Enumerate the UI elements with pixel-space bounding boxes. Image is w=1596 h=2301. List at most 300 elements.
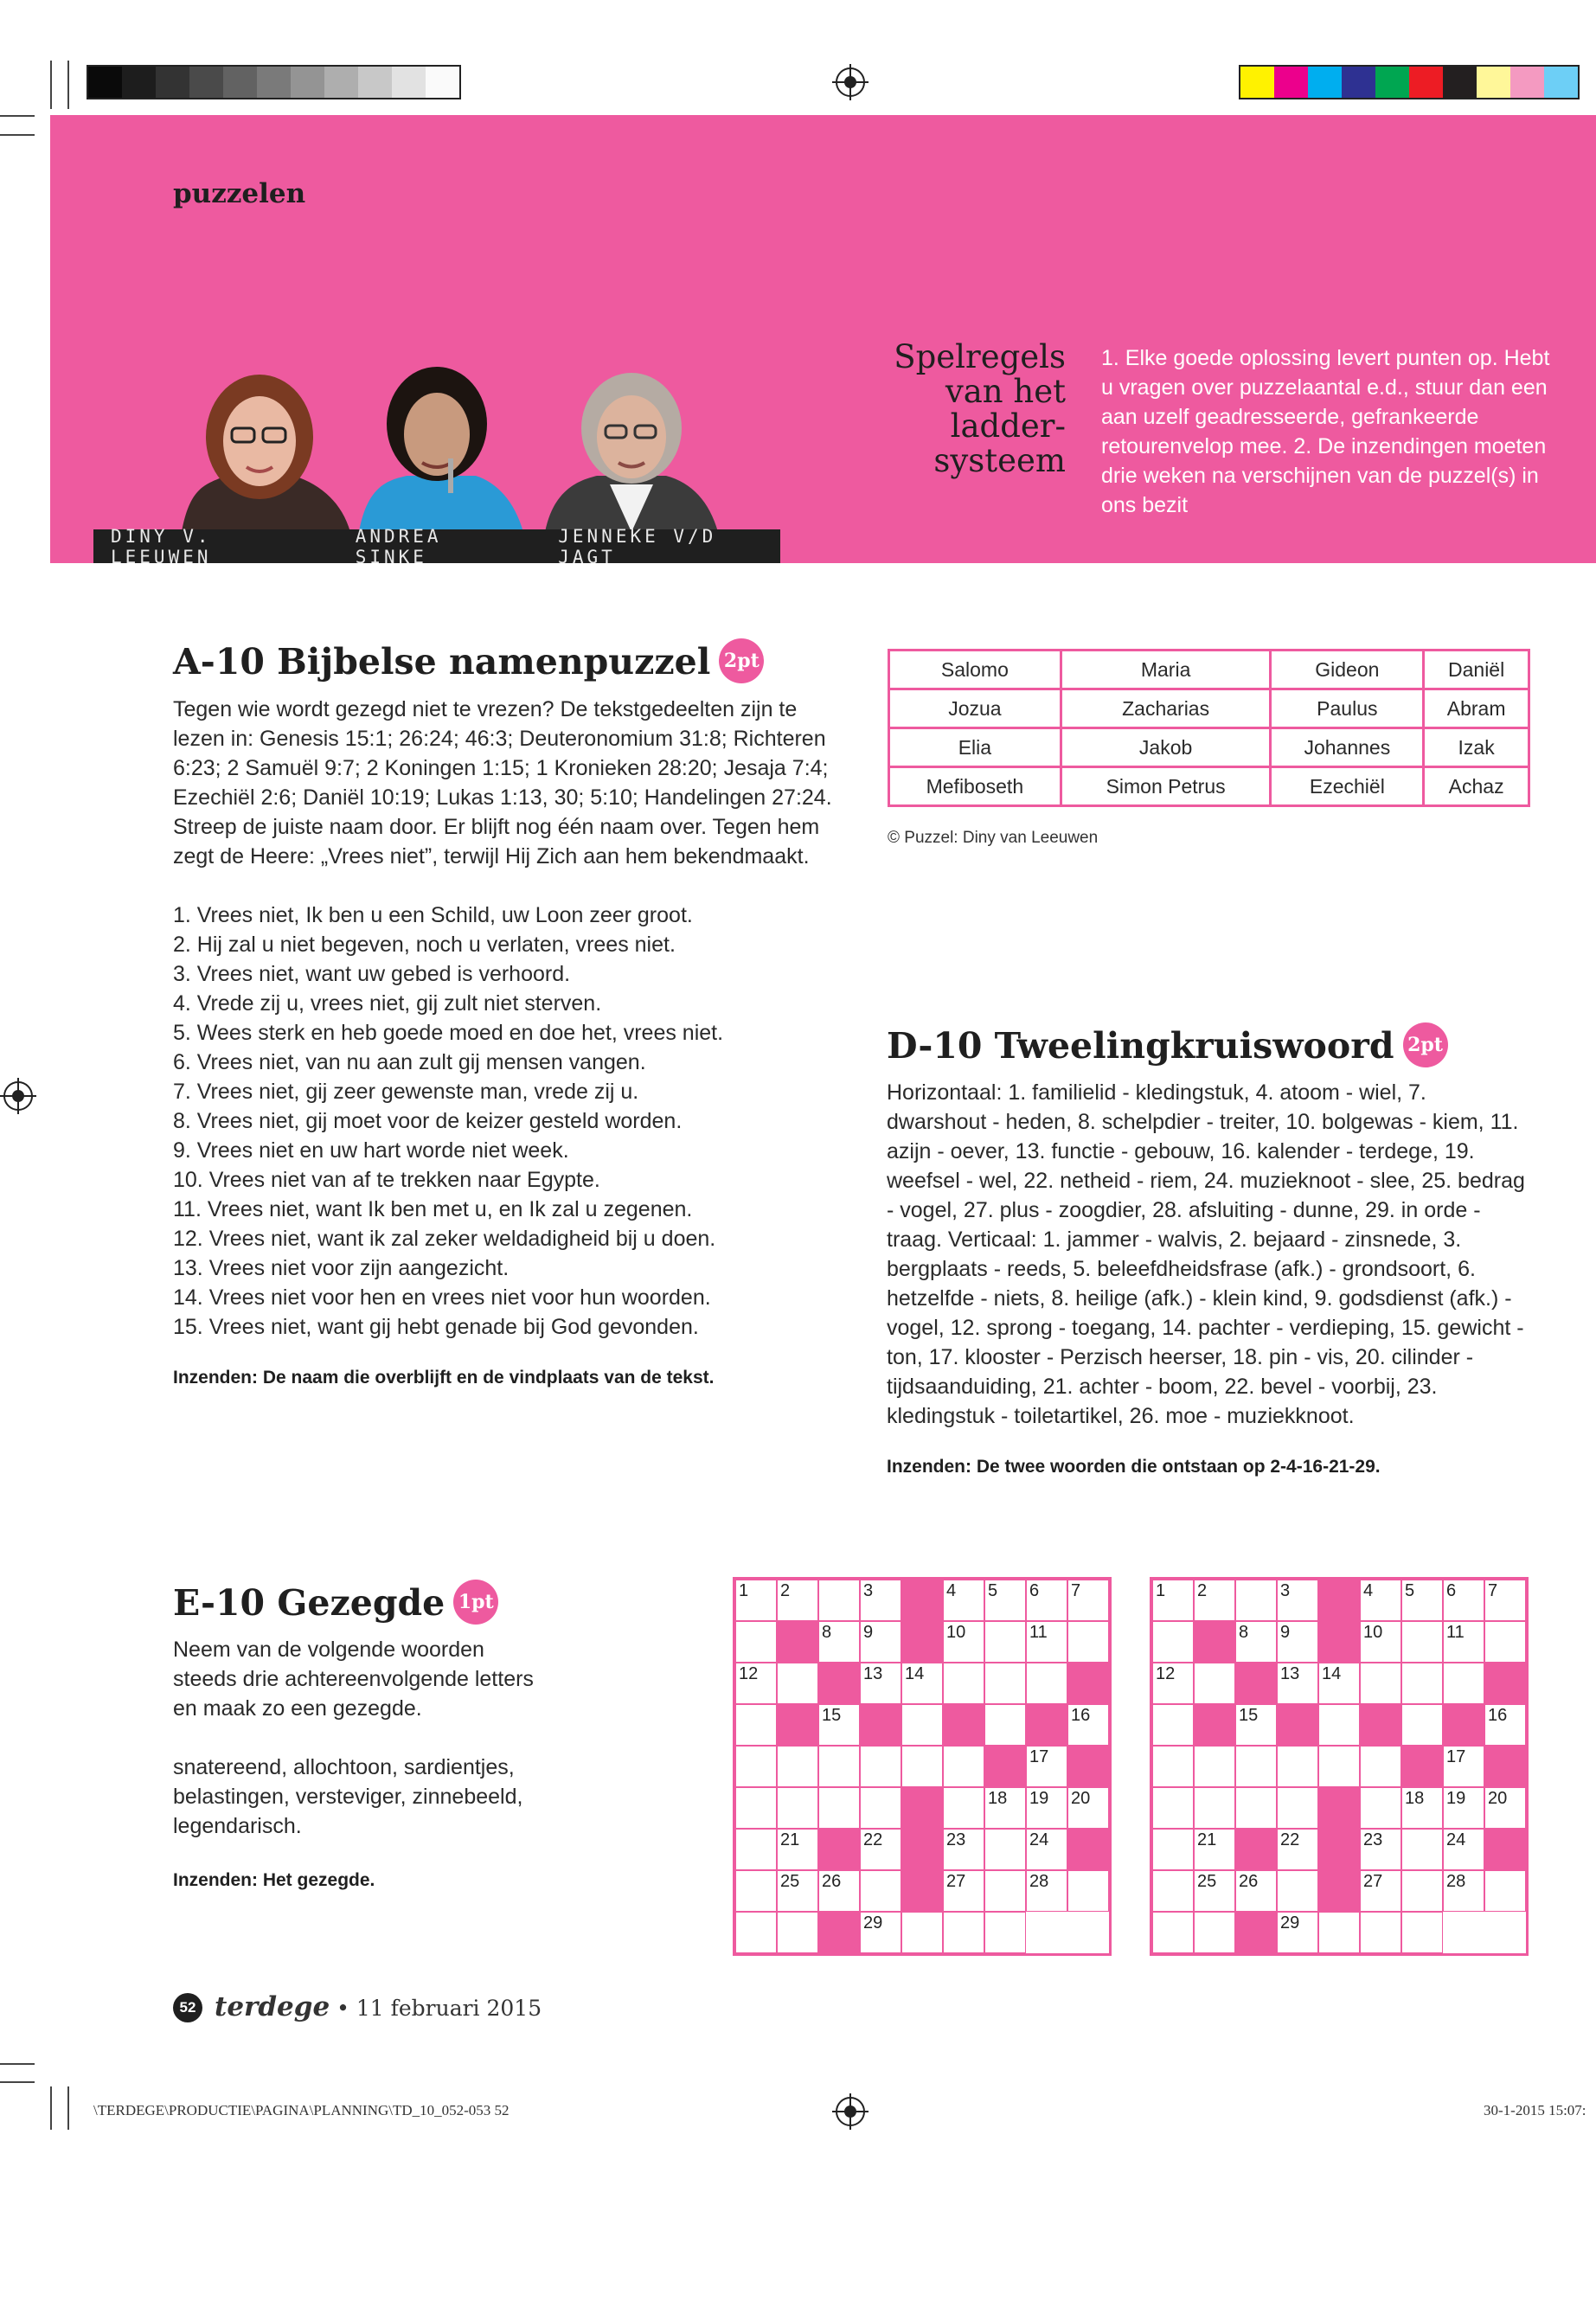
registration-target-left (3, 1081, 33, 1111)
crossword-cell (1277, 1746, 1318, 1787)
table-cell: Izak (1424, 728, 1529, 767)
crossword-cell (860, 1580, 901, 1621)
cell-number: 26 (1239, 1872, 1259, 1891)
crossword-cell (818, 1746, 860, 1787)
crop-mark (50, 61, 52, 109)
crossword-cell (984, 1912, 1026, 1953)
crossword-cell (1360, 1870, 1401, 1912)
crossword-black-cell (777, 1704, 818, 1746)
crossword-cell (1277, 1621, 1318, 1663)
cell-number: 16 (1488, 1706, 1508, 1725)
cell-number: 23 (946, 1830, 966, 1849)
crossword-black-cell (1067, 1663, 1109, 1704)
cell-number: 19 (1029, 1789, 1049, 1808)
cell-number: 2 (1197, 1581, 1208, 1600)
list-item: 13. Vrees niet voor zijn aangezicht. (173, 1256, 510, 1280)
cell-number: 19 (1446, 1789, 1466, 1808)
cell-number: 5 (988, 1581, 998, 1600)
crossword-cell (1194, 1829, 1235, 1870)
registration-target-bottom (836, 2097, 865, 2126)
cell-number: 10 (1363, 1623, 1383, 1642)
crossword-cell (1443, 1787, 1484, 1829)
crossword-cell (777, 1580, 818, 1621)
table-cell: Maria (1061, 651, 1271, 689)
cell-number: 22 (1280, 1830, 1300, 1849)
cell-number: 5 (1405, 1581, 1415, 1600)
crossword-cell (1026, 1829, 1067, 1870)
table-row (889, 728, 1529, 767)
crop-mark (0, 134, 35, 136)
cell-number: 9 (863, 1623, 874, 1642)
registration-target-top (836, 67, 865, 97)
cell-number: 29 (863, 1913, 883, 1932)
crossword-cell (777, 1746, 818, 1787)
crossword-cell (1277, 1829, 1318, 1870)
crossword-cell (1401, 1621, 1443, 1663)
cell-number: 28 (1446, 1872, 1466, 1891)
crossword-black-cell (818, 1829, 860, 1870)
crossword-cell (818, 1870, 860, 1912)
crossword-cell (818, 1787, 860, 1829)
cell-number: 20 (1071, 1789, 1091, 1808)
crossword-black-cell (1194, 1704, 1235, 1746)
crossword-cell (1484, 1787, 1526, 1829)
list-item: 5. Wees sterk en heb goede moed en doe het, vrees niet. (173, 1021, 724, 1045)
crossword-cell (943, 1580, 984, 1621)
crossword-cell (1443, 1621, 1484, 1663)
crossword-cell (1401, 1912, 1443, 1953)
cell-number: 9 (1280, 1623, 1291, 1642)
crossword-black-cell (1235, 1663, 1277, 1704)
crossword-cell (943, 1870, 984, 1912)
cell-number: 20 (1488, 1789, 1508, 1808)
crossword-cell (735, 1829, 777, 1870)
crossword-cell (777, 1912, 818, 1953)
portrait-diny (182, 375, 350, 532)
crossword-black-cell (1318, 1829, 1360, 1870)
cell-number: 6 (1446, 1581, 1457, 1600)
crossword-cell (1401, 1870, 1443, 1912)
table-cell: Mefiboseth (889, 767, 1061, 806)
puzzle-credit: © Puzzel: Diny van Leeuwen (888, 829, 1099, 847)
table-cell: Paulus (1271, 689, 1424, 728)
table-cell: Daniël (1424, 651, 1529, 689)
list-item: 12. Vrees niet, want ik zal zeker weldadigheid bij u doen. (173, 1227, 716, 1251)
page-number: 52 (173, 1993, 202, 2022)
cell-number: 28 (1029, 1872, 1049, 1891)
table-cell: Elia (889, 728, 1061, 767)
puzzle-title: A-10 Bijbelse namenpuzzel 2pt (173, 636, 839, 688)
crossword-cell (1484, 1580, 1526, 1621)
crossword-cell (1360, 1829, 1401, 1870)
portrait-andrea (359, 367, 523, 532)
crossword-cell (777, 1787, 818, 1829)
list-item: 3. Vrees niet, want uw gebed is verhoord. (173, 962, 571, 986)
crossword-cell (1401, 1663, 1443, 1704)
crossword-cell (1235, 1704, 1277, 1746)
cell-number: 4 (946, 1581, 957, 1600)
crossword-cell (1443, 1829, 1484, 1870)
crossword-cell (735, 1621, 777, 1663)
cell-number: 1 (739, 1581, 749, 1600)
crossword-cell (1152, 1870, 1194, 1912)
crossword-cell (860, 1829, 901, 1870)
crossword-cell (1484, 1621, 1526, 1663)
crossword-black-cell (901, 1870, 943, 1912)
crossword-black-cell (1026, 1704, 1067, 1746)
crossword-cell (943, 1663, 984, 1704)
puzzle-a10 (173, 636, 839, 1388)
cell-number: 1 (1156, 1581, 1166, 1600)
crossword-cell (1026, 1580, 1067, 1621)
puzzle-title: D-10 Tweelingkruiswoord 2pt (887, 1019, 1527, 1073)
crossword-cell (1235, 1870, 1277, 1912)
crossword-cell (943, 1829, 984, 1870)
registration-grayscale-bar (87, 65, 461, 99)
crossword-cell (735, 1787, 777, 1829)
crossword-cell (1152, 1580, 1194, 1621)
list-item: 15. Vrees niet, want gij hebt genade bij God gevonden. (173, 1315, 699, 1339)
crossword-cell (1443, 1746, 1484, 1787)
crossword-black-cell (1067, 1829, 1109, 1870)
table-row (889, 767, 1529, 806)
crossword-cell (984, 1829, 1026, 1870)
crossword-cell (1152, 1621, 1194, 1663)
print-slug-date: 30-1-2015 15:07: (1484, 2102, 1586, 2118)
crossword-cell (1443, 1663, 1484, 1704)
cell-number: 14 (905, 1664, 925, 1683)
crossword-cell (1318, 1663, 1360, 1704)
crossword-black-cell (901, 1787, 943, 1829)
crossword-black-cell (1235, 1829, 1277, 1870)
crossword-black-cell (1235, 1912, 1277, 1953)
crossword-black-cell (1318, 1621, 1360, 1663)
cell-number: 8 (1239, 1623, 1249, 1642)
list-item: 1. Vrees niet, Ik ben u een Schild, uw Loon zeer groot. (173, 903, 693, 927)
table-cell: Jozua (889, 689, 1061, 728)
crossword-black-cell (1484, 1663, 1526, 1704)
crossword-cell (1026, 1787, 1067, 1829)
crossword-cell (1152, 1829, 1194, 1870)
rules-text: 1. Elke goede oplossing levert punten op. Hebt u vragen over puzzelaantal e.d., stuur dan een aan uzelf geadresseerde, gefrankeerde retourenvelop mee. 2. De inzendingen moeten drie weken na verschijnen van de puzzel(s) in ons bezit (1101, 346, 1550, 517)
cell-number: 11 (1029, 1623, 1048, 1642)
crossword-cell (1360, 1787, 1401, 1829)
crossword-cell (860, 1870, 901, 1912)
author-name: JENNEKE V/D JAGT (558, 525, 717, 567)
crossword-cell (1235, 1787, 1277, 1829)
crop-mark (0, 2081, 35, 2083)
crossword-cell (1360, 1621, 1401, 1663)
crossword-cell (1360, 1912, 1401, 1953)
crossword-cell (1152, 1912, 1194, 1953)
crossword-cell (984, 1663, 1026, 1704)
registration-color-bar (1239, 65, 1580, 99)
cell-number: 10 (946, 1623, 966, 1642)
table-cell: Gideon (1271, 651, 1424, 689)
cell-number: 14 (1322, 1664, 1342, 1683)
crossword-cell (1067, 1580, 1109, 1621)
crossword-black-cell (984, 1746, 1026, 1787)
puzzle-d10 (887, 1019, 1527, 1477)
crossword-cell (735, 1870, 777, 1912)
cell-number: 29 (1280, 1913, 1300, 1932)
cell-number: 8 (822, 1623, 832, 1642)
crossword-cell (1443, 1870, 1484, 1912)
word-list: snatereend, allochtoon, sardientjes, belastingen, versteviger, zinnebeeld, legendarisch. (173, 1755, 523, 1838)
crossword-black-cell (1443, 1704, 1484, 1746)
crossword-cell (943, 1621, 984, 1663)
cell-number: 27 (946, 1872, 966, 1891)
cell-number: 25 (780, 1872, 800, 1891)
crossword-cell (1026, 1621, 1067, 1663)
clues-text: Horizontaal: 1. familielid - kledingstuk, 4. atoom - wiel, 7. dwarshout - heden, 8. schelpdier - treiter, 10. bolgewas - kiem, 11. azijn - oever, 13. functie - gebouw, 16. kalender - terdege, 19. weefsel - wel, 22. netheid - riem, 24. muzieknoot - slee, 25. bedrag - vogel, 27. plus - zoogdier, 28. afsluiting - dunne, 29. in orde - traag. Verticaal: 1. jammer - walvis, 2. bejaard - zinsnede, 3. bergplaats - reeds, 5. beleefdheidsfrase (afk.) - grondsoort, 6. hetzelfde - niets, 8. heilige (afk.) - klein kind, 9. godsdienst (afk.) - vogel, 12. sprong - toegang, 14. pachter - verdieping, 15. gewicht - ton, 17. klooster - Perzisch heerser, 18. pin - vis, 20. cilinder - tijdsaanduiding, 21. achter - boom, 22. bevel - voorbij, 23. kledingstuk - toiletartikel, 26. moe - muziekknoot. (887, 1080, 1525, 1428)
crossword-cell (1401, 1580, 1443, 1621)
table-cell: Ezechiël (1271, 767, 1424, 806)
table-cell: Achaz (1424, 767, 1529, 806)
table-row (889, 651, 1529, 689)
crossword-cell (1360, 1746, 1401, 1787)
crossword-cell (1318, 1746, 1360, 1787)
crossword-grid-right (1150, 1577, 1529, 1956)
crossword-cell (1401, 1829, 1443, 1870)
crop-mark (0, 115, 35, 117)
cell-number: 18 (988, 1789, 1008, 1808)
crossword-cell (1318, 1912, 1360, 1953)
crossword-cell (1026, 1746, 1067, 1787)
list-item: 14. Vrees niet voor hen en vrees niet voor hun woorden. (173, 1285, 711, 1310)
cell-number: 26 (822, 1872, 842, 1891)
crossword-black-cell (943, 1704, 984, 1746)
section-label: puzzelen (173, 178, 306, 209)
author-photos (173, 355, 779, 532)
crossword-grid-left (733, 1577, 1112, 1956)
table-cell: Johannes (1271, 728, 1424, 767)
crossword-cell (1277, 1912, 1318, 1953)
crossword-cell (860, 1912, 901, 1953)
crossword-cell (1443, 1580, 1484, 1621)
table-cell: Abram (1424, 689, 1529, 728)
crossword-cell (818, 1621, 860, 1663)
cell-number: 15 (822, 1706, 842, 1725)
cell-number: 21 (780, 1830, 800, 1849)
crossword-cell (1235, 1746, 1277, 1787)
crossword-cell (1194, 1912, 1235, 1953)
crossword-cell (943, 1912, 984, 1953)
crossword-cell (1194, 1663, 1235, 1704)
table-cell: Salomo (889, 651, 1061, 689)
points-badge: 1pt (453, 1580, 498, 1625)
crossword-cell (1360, 1663, 1401, 1704)
crossword-black-cell (777, 1621, 818, 1663)
crossword-cell (1401, 1787, 1443, 1829)
crossword-black-cell (1194, 1621, 1235, 1663)
crossword-cell (901, 1663, 943, 1704)
portrait-jenneke (545, 373, 718, 532)
cell-number: 24 (1446, 1830, 1466, 1849)
crossword-cell (1401, 1704, 1443, 1746)
crossword-black-cell (860, 1704, 901, 1746)
crossword-cell (901, 1746, 943, 1787)
cell-number: 6 (1029, 1581, 1040, 1600)
table-cell: Simon Petrus (1061, 767, 1271, 806)
footer-magazine-date: terdege • 11 februari 2015 (215, 1991, 542, 2022)
cell-number: 25 (1197, 1872, 1217, 1891)
cell-number: 2 (780, 1581, 791, 1600)
cell-number: 23 (1363, 1830, 1383, 1849)
list-item: 10. Vrees niet van af te trekken naar Egypte. (173, 1168, 600, 1192)
author-names-bar (93, 525, 780, 567)
crossword-cell (1484, 1704, 1526, 1746)
crossword-black-cell (1277, 1704, 1318, 1746)
crop-mark (50, 2086, 52, 2130)
cell-number: 13 (863, 1664, 883, 1683)
crossword-black-cell (1318, 1580, 1360, 1621)
crossword-cell (1484, 1870, 1526, 1912)
names-table (888, 649, 1530, 807)
crossword-cell (1277, 1787, 1318, 1829)
crossword-cell (1318, 1704, 1360, 1746)
crossword-cell (1067, 1787, 1109, 1829)
crossword-cell (735, 1580, 777, 1621)
crossword-black-cell (1318, 1870, 1360, 1912)
crop-mark (67, 2086, 69, 2130)
crossword-cell (735, 1746, 777, 1787)
crossword-black-cell (1318, 1787, 1360, 1829)
print-slug-path: \TERDEGE\PRODUCTIE\PAGINA\PLANNING\TD_10_052-053 52 (93, 2102, 510, 2118)
points-badge: 2pt (1403, 1022, 1448, 1067)
cell-number: 13 (1280, 1664, 1300, 1683)
cell-number: 22 (863, 1830, 883, 1849)
crossword-black-cell (1067, 1746, 1109, 1787)
cell-number: 7 (1071, 1581, 1081, 1600)
crossword-black-cell (901, 1829, 943, 1870)
crossword-black-cell (901, 1621, 943, 1663)
crossword-cell (860, 1663, 901, 1704)
cell-number: 4 (1363, 1581, 1374, 1600)
crossword-black-cell (1360, 1704, 1401, 1746)
table-cell: Jakob (1061, 728, 1271, 767)
crossword-cell (1067, 1621, 1109, 1663)
author-name: DINY V. LEEUWEN (111, 525, 212, 567)
crossword-cell (1026, 1870, 1067, 1912)
list-item: 8. Vrees niet, gij moet voor de keizer gesteld worden. (173, 1109, 683, 1133)
crossword-cell (1152, 1787, 1194, 1829)
cell-number: 16 (1071, 1706, 1091, 1725)
list-item: 6. Vrees niet, van nu aan zult gij mensen vangen. (173, 1050, 646, 1074)
crossword-black-cell (901, 1580, 943, 1621)
table-row (889, 689, 1529, 728)
crossword-cell (984, 1704, 1026, 1746)
crossword-black-cell (818, 1663, 860, 1704)
cell-number: 17 (1029, 1747, 1049, 1766)
crop-mark (0, 2063, 35, 2065)
cell-number: 27 (1363, 1872, 1383, 1891)
crossword-cell (1194, 1580, 1235, 1621)
cell-number: 7 (1488, 1581, 1498, 1600)
crossword-cell (777, 1829, 818, 1870)
crossword-cell (901, 1704, 943, 1746)
author-name: ANDREA SINKE (355, 525, 442, 567)
submit-instruction: Inzenden: De twee woorden die ontstaan op 2-4-16-21-29. (887, 1457, 1381, 1477)
crossword-cell (1194, 1787, 1235, 1829)
crossword-cell (1194, 1746, 1235, 1787)
crossword-cell (1152, 1704, 1194, 1746)
crossword-cell (1277, 1663, 1318, 1704)
crossword-cell (943, 1746, 984, 1787)
cell-number: 3 (1280, 1581, 1291, 1600)
crossword-cell (1235, 1580, 1277, 1621)
points-badge: 2pt (719, 638, 764, 683)
list-item: 9. Vrees niet en uw hart worde niet week. (173, 1138, 569, 1163)
crop-mark (67, 61, 69, 109)
list-item: 7. Vrees niet, gij zeer gewenste man, vrede zij u. (173, 1080, 639, 1104)
puzzle-title: E-10 Gezegde 1pt (173, 1576, 536, 1630)
crossword-cell (901, 1912, 943, 1953)
crossword-cell (777, 1870, 818, 1912)
crossword-cell (1194, 1870, 1235, 1912)
crossword-cell (984, 1580, 1026, 1621)
quote-list (173, 901, 839, 1342)
crossword-cell (1152, 1746, 1194, 1787)
crossword-black-cell (1484, 1829, 1526, 1870)
crossword-cell (1360, 1580, 1401, 1621)
cell-number: 11 (1446, 1623, 1465, 1642)
crossword-cell (860, 1787, 901, 1829)
submit-instruction: Inzenden: De naam die overblijft en de vindplaats van de tekst. (173, 1368, 715, 1388)
submit-instruction: Inzenden: Het gezegde. (173, 1870, 375, 1890)
crossword-black-cell (818, 1912, 860, 1953)
rules-title: Spelregels van het ladder- systeem (894, 338, 1066, 479)
list-item: 4. Vrede zij u, vrees niet, gij zult niet sterven. (173, 991, 602, 1016)
crossword-cell (860, 1746, 901, 1787)
crossword-cell (984, 1787, 1026, 1829)
cell-number: 24 (1029, 1830, 1049, 1849)
crossword-cell (1277, 1580, 1318, 1621)
crossword-cell (1067, 1704, 1109, 1746)
cell-number: 18 (1405, 1789, 1425, 1808)
list-item: 2. Hij zal u niet begeven, noch u verlaten, vrees niet. (173, 933, 676, 957)
crossword-cell (860, 1621, 901, 1663)
crossword-black-cell (1401, 1746, 1443, 1787)
crossword-cell (1277, 1870, 1318, 1912)
crossword-cell (777, 1663, 818, 1704)
cell-number: 21 (1197, 1830, 1217, 1849)
cell-number: 15 (1239, 1706, 1259, 1725)
puzzle-e10 (173, 1576, 536, 1891)
cell-number: 12 (1156, 1664, 1176, 1683)
crossword-cell (984, 1621, 1026, 1663)
crossword-cell (984, 1870, 1026, 1912)
crossword-cell (1026, 1663, 1067, 1704)
cell-number: 17 (1446, 1747, 1466, 1766)
crossword-cell (943, 1787, 984, 1829)
crossword-black-cell (1484, 1746, 1526, 1787)
crossword-cell (1152, 1663, 1194, 1704)
crossword-cell (735, 1704, 777, 1746)
crossword-cell (735, 1912, 777, 1953)
crossword-cell (1235, 1621, 1277, 1663)
table-cell: Zacharias (1061, 689, 1271, 728)
crossword-cell (735, 1663, 777, 1704)
puzzle-intro: Neem van de volgende woorden steeds drie achtereenvolgende letters en maak zo een gezegde. (173, 1638, 534, 1721)
list-item: 11. Vrees niet, want Ik ben met u, en Ik zal u zegenen. (173, 1197, 693, 1221)
cell-number: 3 (863, 1581, 874, 1600)
puzzle-intro: Tegen wie wordt gezegd niet te vrezen? De tekstgedeelten zijn te lezen in: Genesis 15:1; 26:24; 46:3; Deuteronomium 31:8; Richteren 6:23; 2 Samuël 9:7; 2 Koningen 1:15; 1 Kronieken 28:20; Jesaja 7:4; Ezechiël 2:6; Daniël 10:19; Lukas 1:13, 30; 5:10; Handelingen 27:24. Streep de juiste naam door. Er blijft nog één naam over. Tegen hem zegt de Heere: „Vrees niet”, terwijl Hij Zich aan hem bekendmaakt. (173, 697, 832, 868)
cell-number: 12 (739, 1664, 759, 1683)
crossword-cell (818, 1704, 860, 1746)
crossword-cell (1067, 1870, 1109, 1912)
crossword-cell (818, 1580, 860, 1621)
